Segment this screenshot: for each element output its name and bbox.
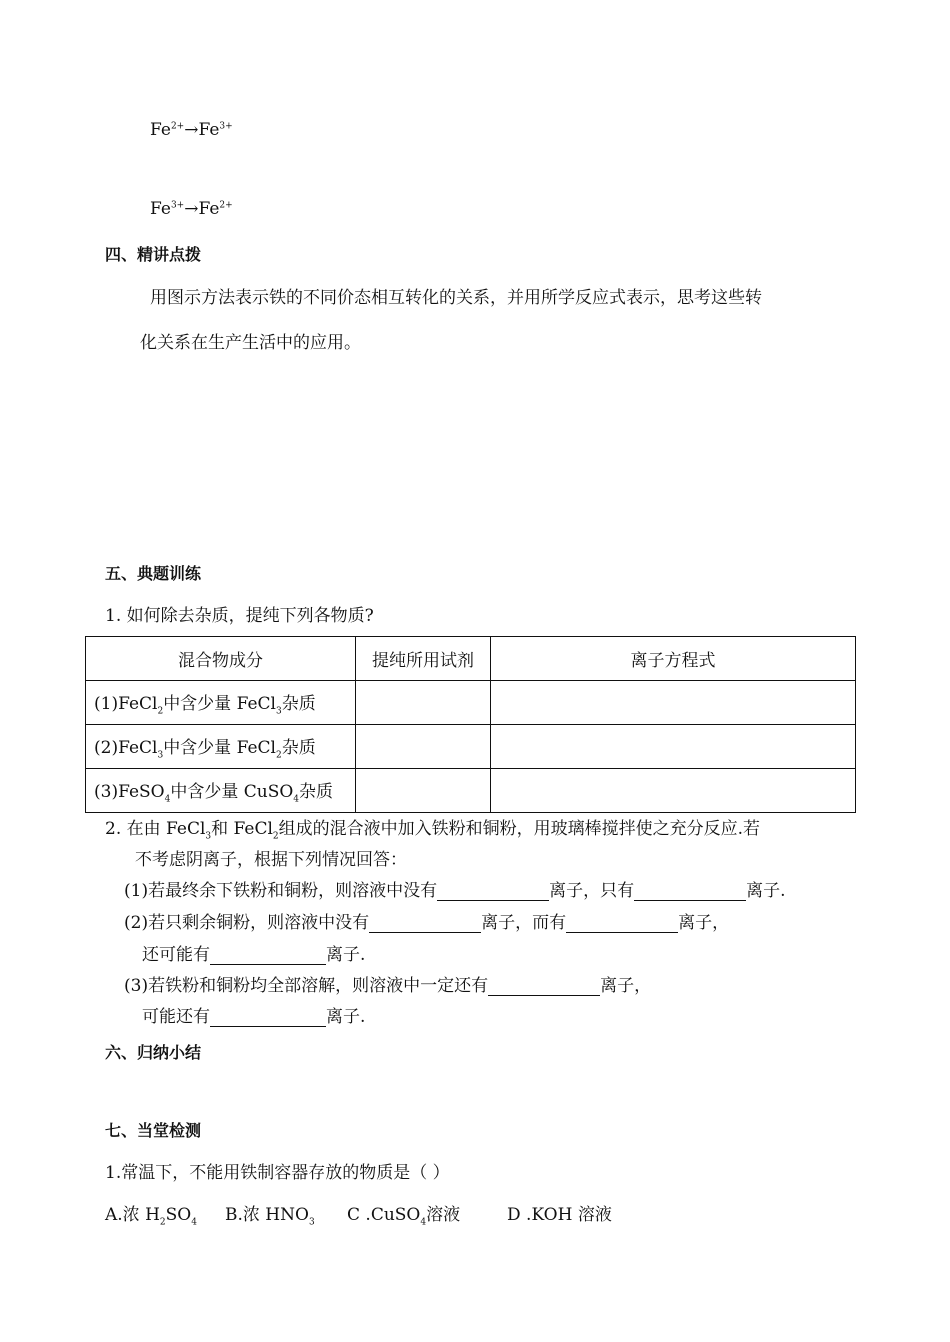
- reagent-cell[interactable]: [356, 769, 491, 813]
- reagent-cell[interactable]: [356, 681, 491, 725]
- cell-text: (1)FeCl: [94, 693, 158, 714]
- reaction-text: Fe: [198, 120, 220, 140]
- question-1: 1. 如何除去杂质，提纯下列各物质?: [105, 606, 374, 626]
- q-text: 和 FeCl: [211, 819, 273, 839]
- reaction-text: Fe: [150, 120, 171, 140]
- answer-blank[interactable]: [369, 914, 481, 933]
- reagent-cell[interactable]: [356, 725, 491, 769]
- question-2-part2: [124, 908, 729, 933]
- table-row: [86, 769, 856, 813]
- subscript: 3: [157, 750, 164, 761]
- cell-text: 中含少量 FeCl: [163, 693, 276, 714]
- header-reagent: 提纯所用试剂: [356, 637, 491, 681]
- answer-blank[interactable]: [634, 882, 746, 901]
- answer-blank[interactable]: [566, 914, 678, 933]
- cell-text: 杂质: [281, 737, 316, 758]
- reaction-text: Fe: [150, 199, 171, 219]
- q-text: 还可能有: [142, 945, 210, 965]
- q-text: 离子.: [326, 1007, 366, 1027]
- subscript: 4: [164, 794, 171, 805]
- cell-text: 杂质: [281, 693, 316, 714]
- charge-sup: 3+: [170, 200, 185, 211]
- option-d[interactable]: D .KOH 溶液: [507, 1205, 612, 1225]
- q-text: 组成的混合液中加入铁粉和铜粉，用玻璃棒搅拌使之充分反应.若: [278, 819, 761, 839]
- mixture-cell: [86, 681, 356, 725]
- option-a[interactable]: [105, 1200, 197, 1227]
- option-text: A.浓 H: [105, 1205, 160, 1225]
- subscript: 4: [191, 1217, 197, 1228]
- section5-title: 五、典题训练: [105, 564, 202, 583]
- subscript: 2: [157, 706, 164, 717]
- mixture-cell: [86, 769, 356, 813]
- section7-question-1: 1.常温下，不能用铁制容器存放的物质是（ ）: [105, 1163, 450, 1183]
- equation-cell[interactable]: [491, 725, 856, 769]
- cell-text: 中含少量 CuSO: [170, 781, 294, 802]
- section4-title: 四、精讲点拨: [105, 245, 202, 264]
- q-text: 离子，: [678, 913, 730, 933]
- subscript: 2: [159, 1217, 166, 1228]
- table-row: [86, 725, 856, 769]
- question-2-part3-cont: [142, 1002, 365, 1027]
- option-b[interactable]: [225, 1200, 315, 1227]
- mixture-cell: [86, 725, 356, 769]
- section7-title: 七、当堂检测: [105, 1121, 202, 1140]
- reaction-fe2-to-fe3: [150, 120, 233, 140]
- section4-line1: 用图示方法表示铁的不同价态相互转化的关系，并用所学反应式表示，思考这些转: [150, 288, 762, 308]
- charge-sup: 3+: [219, 121, 233, 132]
- question-2-line1: [105, 814, 760, 841]
- arrow-icon: →: [184, 199, 199, 219]
- q-text: (1)若最终余下铁粉和铜粉，则溶液中没有: [124, 881, 438, 901]
- subscript: 3: [275, 706, 282, 717]
- section6-title: 六、归纳小结: [105, 1043, 202, 1062]
- question-2-line2: 不考虑阴离子，根据下列情况回答：: [135, 850, 407, 870]
- option-text: SO: [165, 1205, 192, 1225]
- subscript: 3: [308, 1217, 315, 1228]
- question-2-part1: [124, 876, 786, 901]
- answer-blank[interactable]: [210, 946, 326, 965]
- option-text: 溶液: [426, 1205, 461, 1225]
- section4-line2: 化关系在生产生活中的应用。: [140, 333, 361, 353]
- cell-text: (2)FeCl: [94, 737, 158, 758]
- q-text: (2)若只剩余铜粉，则溶液中没有: [124, 913, 370, 933]
- question-2-part3: [124, 971, 651, 996]
- header-mixture: 混合物成分: [86, 637, 356, 681]
- table-row: [86, 681, 856, 725]
- cell-text: (3)FeSO: [94, 781, 165, 802]
- subscript: 3: [205, 831, 212, 842]
- q-text: 离子.: [746, 881, 786, 901]
- charge-sup: 2+: [219, 200, 233, 211]
- arrow-icon: →: [184, 120, 199, 140]
- q-text: 离子，而有: [481, 913, 567, 933]
- q-text: 离子.: [326, 945, 366, 965]
- q-text: 离子，: [600, 976, 652, 996]
- header-ionic-equation: 离子方程式: [491, 637, 856, 681]
- equation-cell[interactable]: [491, 681, 856, 725]
- equation-cell[interactable]: [491, 769, 856, 813]
- option-text: B.浓 HNO: [225, 1205, 309, 1225]
- q-text: (3)若铁粉和铜粉均全部溶解，则溶液中一定还有: [124, 976, 489, 996]
- reaction-fe3-to-fe2: [150, 199, 233, 219]
- q-text: 离子，只有: [549, 881, 635, 901]
- q-text: 2. 在由 FeCl: [105, 819, 206, 839]
- q-text: 可能还有: [142, 1007, 210, 1027]
- answer-blank[interactable]: [210, 1008, 326, 1027]
- subscript: 4: [293, 794, 300, 805]
- answer-blank[interactable]: [437, 882, 549, 901]
- answer-blank[interactable]: [488, 977, 600, 996]
- cell-text: 杂质: [299, 781, 334, 802]
- charge-sup: 2+: [170, 121, 185, 132]
- reaction-text: Fe: [198, 199, 220, 219]
- subscript: 2: [272, 831, 279, 842]
- subscript: 4: [420, 1217, 427, 1228]
- cell-text: 中含少量 FeCl: [163, 737, 276, 758]
- question-2-part2-cont: [142, 940, 365, 965]
- option-text: C .CuSO: [347, 1205, 421, 1225]
- purification-table: [85, 636, 856, 813]
- option-c[interactable]: [347, 1200, 460, 1227]
- table-header-row: [86, 637, 856, 681]
- subscript: 2: [275, 750, 282, 761]
